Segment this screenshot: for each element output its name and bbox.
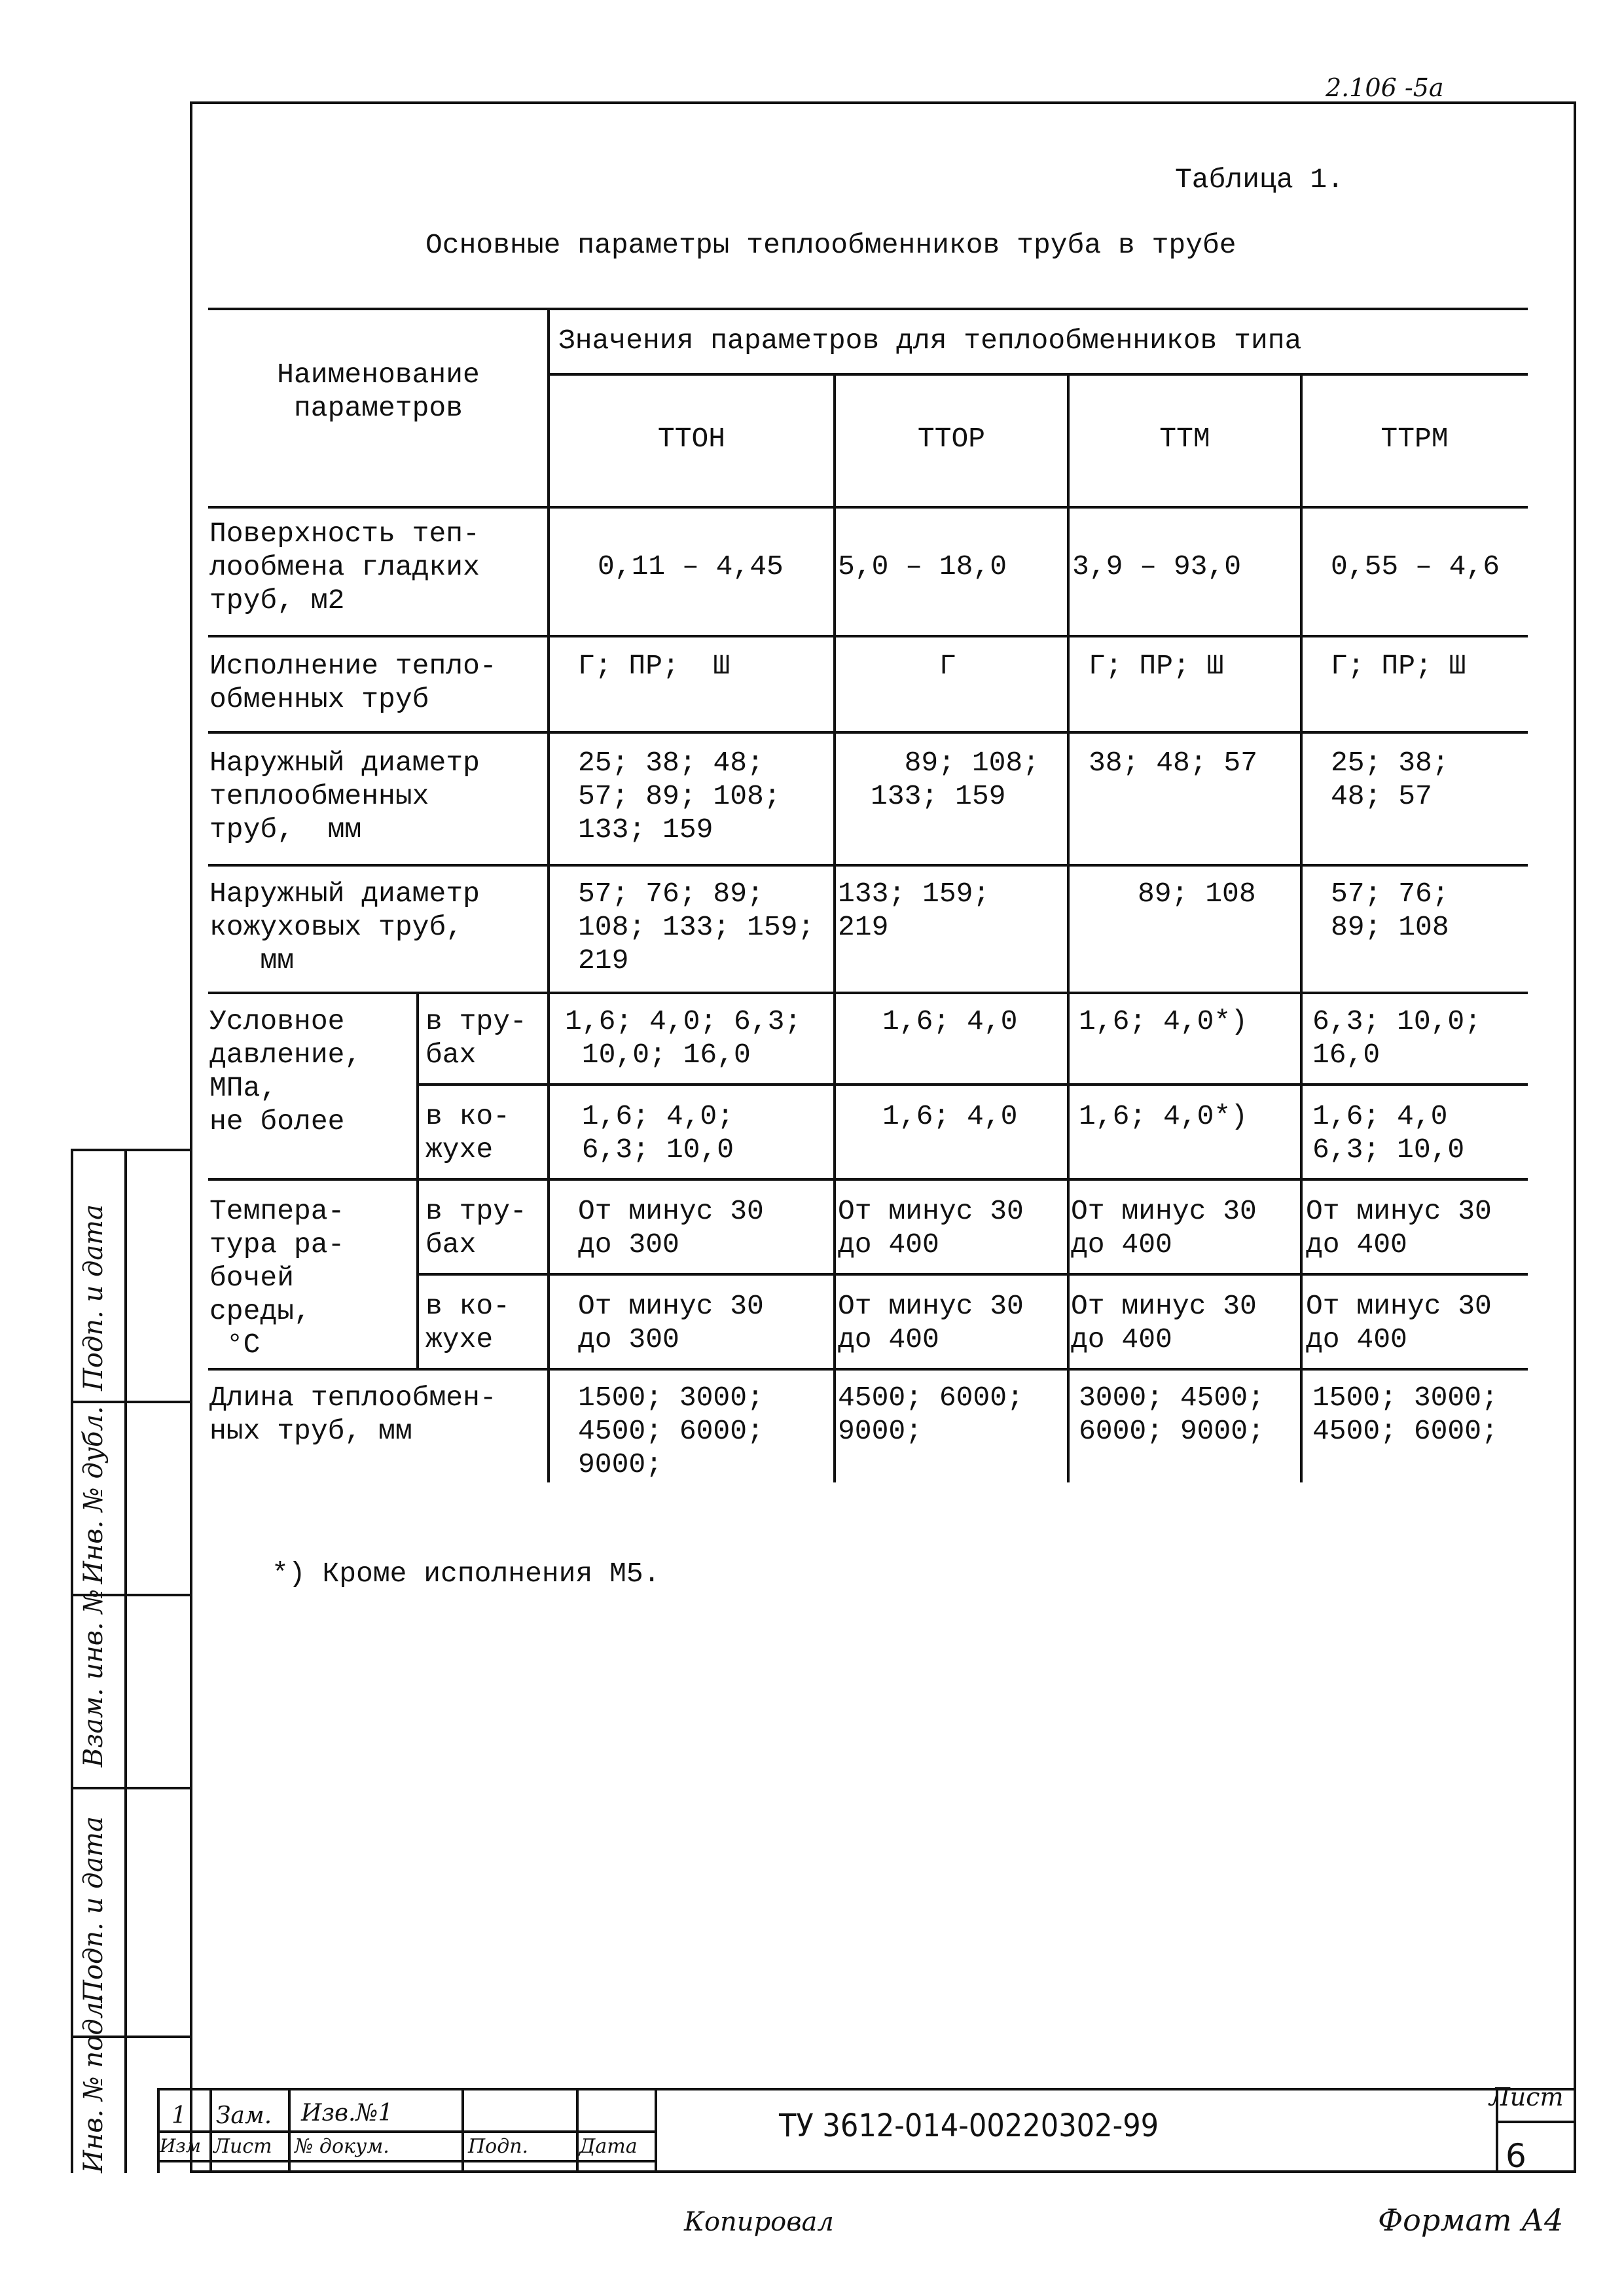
sublabel-tubes: в тру- бах <box>425 1195 527 1261</box>
cell-value: 38; 48; 57 <box>1089 747 1258 779</box>
cell-value: 0,55 – 4,6 <box>1331 550 1500 583</box>
side-label-sign-date: Подп. и дата <box>79 1816 109 2003</box>
cell-value: 1500; 3000; 4500; 6000; <box>1312 1382 1498 1447</box>
title-block-rule <box>157 2130 655 2133</box>
type-header-tton: ТТОН <box>657 423 726 455</box>
cell-value: От минус 30 до 400 <box>1306 1290 1492 1355</box>
row-label-shell-diameter: Наружный диаметр кожуховых труб, мм <box>209 878 480 977</box>
title-block-rule <box>288 2088 291 2173</box>
table-rule <box>208 992 1528 994</box>
side-stamp-rule <box>71 1149 73 2173</box>
side-label-replaced-inv: Взам. инв. № <box>79 1588 109 1767</box>
sublabel-shell: в ко- жухе <box>425 1100 511 1166</box>
table-rule <box>208 1368 1528 1371</box>
row-label-tube-diameter: Наружный диаметр теплообменных труб, мм <box>209 747 480 846</box>
cell-value: 1,6; 4,0 <box>882 1100 1018 1132</box>
sheet-number: 6 <box>1506 2137 1526 2175</box>
table-title: Основные параметры теплообменников труба в трубе <box>425 229 1236 261</box>
title-block-rule <box>655 2088 657 2173</box>
table-rule-header-bottom <box>208 506 1528 509</box>
cell-value: От минус 30 до 300 <box>578 1290 764 1355</box>
cell-value: 1,6; 4,0*) <box>1079 1005 1248 1037</box>
cell-value: Г; ПР; Ш <box>1089 650 1224 682</box>
title-block-rule <box>461 2088 464 2173</box>
cell-value: Г; ПР; Ш <box>1331 650 1466 682</box>
type-header-ttm: ТТМ <box>1159 423 1210 455</box>
sheet-label: Лист <box>1489 2083 1564 2111</box>
table-rule <box>418 1083 1528 1086</box>
cell-value: 1,6; 4,0 <box>882 1005 1018 1037</box>
cell-value: От минус 30 до 400 <box>838 1290 1024 1355</box>
param-header: Наименование параметров <box>277 359 480 424</box>
header-doc-number: № докум. <box>295 2135 389 2158</box>
cell-value: 133; 159; 219 <box>838 878 990 943</box>
cell-value: 25; 38; 48; 57 <box>1331 747 1449 812</box>
cell-value: 1500; 3000; 4500; 6000; 9000; <box>578 1382 764 1480</box>
row-label-length: Длина теплообмен- ных труб, мм <box>209 1382 497 1447</box>
cell-value: 1,6; 4,0; 6,3; 10,0 <box>581 1100 734 1166</box>
table-rule-types-top <box>549 373 1528 376</box>
table-label: Таблица 1. <box>1175 164 1344 196</box>
sublabel-tubes: в тру- бах <box>425 1005 527 1071</box>
cell-value: 5,0 – 18,0 <box>838 550 1007 583</box>
table-col-rule <box>1067 373 1070 1482</box>
cell-value: 0,11 – 4,45 <box>598 550 784 583</box>
title-block-rule <box>157 2088 1576 2090</box>
title-block-rule <box>209 2088 212 2173</box>
title-block-rule <box>157 2160 655 2162</box>
cell-value: Г; ПР; Ш <box>578 650 731 682</box>
cell-value: 89; 108 <box>1138 878 1256 910</box>
footnote: *) Кроме исполнения М5. <box>272 1558 660 1590</box>
cell-value: От минус 30 до 400 <box>1306 1195 1492 1261</box>
title-block-rule <box>157 2088 160 2173</box>
parameters-table <box>208 308 1528 1486</box>
type-header-ttor: ТТОР <box>917 423 986 455</box>
values-header: Значения параметров для теплообменников типа <box>558 325 1302 357</box>
table-subcol-rule <box>416 992 419 1368</box>
cell-value: От минус 30 до 400 <box>1071 1290 1257 1355</box>
cell-value: 1,6; 4,0; 6,3; 10,0; 16,0 <box>565 1005 802 1071</box>
cell-value: 3000; 4500; 6000; 9000; <box>1079 1382 1265 1447</box>
row-label-temperature: Темпера- тура ра- бочей среды, °С <box>209 1195 345 1361</box>
cell-value: 1,6; 4,0*) <box>1079 1100 1248 1132</box>
table-col-rule <box>833 373 836 1482</box>
header-signature: Подп. <box>468 2135 529 2158</box>
title-block-rule <box>576 2088 579 2173</box>
cell-value: 4500; 6000; 9000; <box>838 1382 1024 1447</box>
side-stamp-rule <box>71 1401 190 1403</box>
side-label-sign-date: Подп. и дата <box>79 1204 109 1391</box>
cell-value: 89; 108; 133; 159 <box>871 747 1040 812</box>
title-block-rule <box>1496 2121 1576 2123</box>
table-rule <box>208 1178 1528 1181</box>
side-stamp-rule <box>71 1787 190 1789</box>
document-number: 2.106 -5a <box>1326 73 1444 102</box>
document-number-underline <box>1309 101 1447 103</box>
side-stamp-rule <box>124 1149 127 2173</box>
table-rule <box>418 1273 1528 1276</box>
table-rule <box>208 731 1528 734</box>
document-code: ТУ 3612-014-00220302-99 <box>779 2108 1159 2144</box>
change-number: 1 <box>171 2102 187 2129</box>
row-label-surface: Поверхность теп- лообмена гладких труб, м2 <box>209 518 480 617</box>
change-notice: Изв.№1 <box>301 2100 393 2126</box>
cell-value: 57; 76; 89; 108 <box>1331 878 1449 943</box>
table-rule <box>208 635 1528 637</box>
header-sheet: Лист <box>213 2135 272 2158</box>
change-sheet: Зам. <box>216 2102 272 2129</box>
sublabel-shell: в ко- жухе <box>425 1290 511 1355</box>
row-label-execution: Исполнение тепло- обменных труб <box>209 650 497 715</box>
side-label-inv-dupl: Инв. № дубл. <box>79 1406 109 1584</box>
side-label-inv-orig: Инв. № подл. <box>79 1994 109 2173</box>
header-change: Изм <box>160 2135 201 2157</box>
cell-value: От минус 30 до 400 <box>1071 1195 1257 1261</box>
side-stamp-rule <box>71 1149 190 1151</box>
cell-value: От минус 30 до 300 <box>578 1195 764 1261</box>
cell-value: 1,6; 4,0 6,3; 10,0 <box>1312 1100 1465 1166</box>
cell-value: 6,3; 10,0; 16,0 <box>1312 1005 1482 1071</box>
header-date: Дата <box>579 2135 638 2158</box>
cell-value: 3,9 – 93,0 <box>1072 550 1242 583</box>
copied-by-label: Копировал <box>684 2207 834 2237</box>
row-label-pressure: Условное давление, МПа, не более <box>209 1005 362 1138</box>
table-rule <box>208 864 1528 867</box>
format-label: Формат А4 <box>1378 2202 1564 2238</box>
cell-value: От минус 30 до 400 <box>838 1195 1024 1261</box>
cell-value: 57; 76; 89; 108; 133; 159; 219 <box>578 878 815 977</box>
cell-value: 25; 38; 48; 57; 89; 108; 133; 159 <box>578 747 781 846</box>
table-col-rule <box>547 308 550 1482</box>
type-header-ttrm: ТТРМ <box>1380 423 1449 455</box>
table-col-rule <box>1300 373 1303 1482</box>
cell-value: Г <box>939 650 956 682</box>
table-rule-top <box>208 308 1528 310</box>
